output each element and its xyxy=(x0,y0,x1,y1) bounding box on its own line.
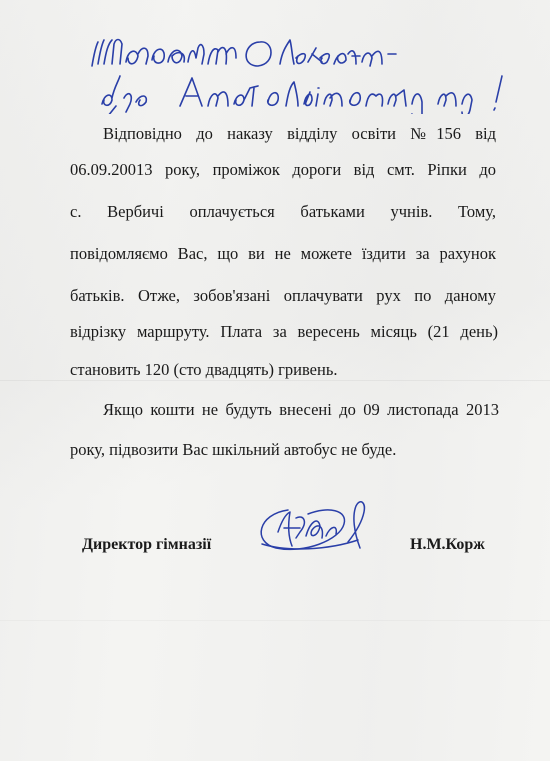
text-line: Відповідно до наказу відділу освіти №156 від xyxy=(103,124,496,143)
text-line: батьків. Отже, зобов'язані оплачувати рух по даному xyxy=(70,286,496,305)
handwritten-signature xyxy=(248,492,388,562)
handwritten-greeting xyxy=(90,24,530,114)
signatory-position: Директор гімназії xyxy=(82,536,212,553)
paper-fold xyxy=(0,620,550,621)
text-line: с. Вербичі оплачується батьками учнів. Тому, xyxy=(70,202,496,221)
text-line: повідомляємо Вас, що ви не можете їздити за рахунок xyxy=(70,244,496,263)
text-line: відрізку маршруту. Плата за вересень місяць (21 день) xyxy=(70,322,498,341)
text-line: 06.09.20013 року, проміжок дороги від смт. Ріпки до xyxy=(70,160,496,179)
text-line: року, підвозити Вас шкільний автобус не буде. xyxy=(70,440,397,459)
text-line: становить 120 (сто двадцять) гривень. xyxy=(70,360,338,379)
signatory-name: Н.М.Корж xyxy=(410,536,485,553)
paper-fold xyxy=(0,380,550,381)
text-line: Якщо кошти не будуть внесені до 09 листопада 2013 xyxy=(103,400,499,419)
